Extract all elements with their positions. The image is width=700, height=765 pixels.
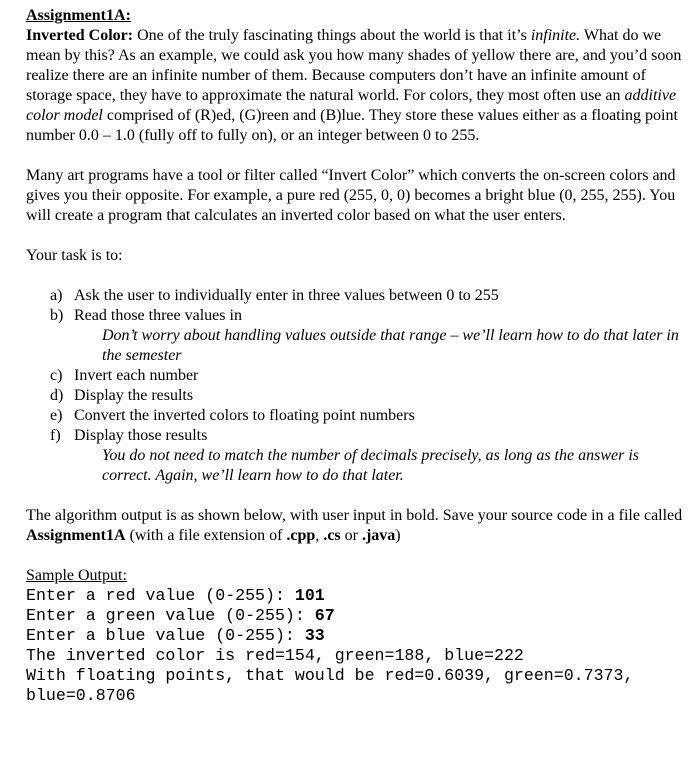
intro-text-1: One of the truly fascinating things about the world is that it’s — [133, 27, 531, 44]
task-marker: a) — [50, 287, 63, 304]
intro-emphasis-infinite: infinite. — [530, 27, 581, 44]
output-text-3: ) — [395, 527, 401, 544]
task-text: Read those three values in — [74, 307, 242, 324]
spacer — [26, 546, 690, 566]
task-marker: f) — [50, 427, 61, 444]
task-item — [26, 426, 690, 446]
invert-color-paragraph: Many art programs have a tool or filter called “Invert Color” which converts the on-screen colors and gives you their opposite. For example, a pure red (255, 0, 0) becomes a bright blue (0, 255, 255). You will create a program that calculates an inverted color based on what the user enters. — [26, 167, 676, 224]
sample-output-heading: Sample Output: — [26, 567, 127, 584]
output-separator: or — [340, 527, 362, 544]
console-user-input: 101 — [294, 586, 325, 605]
task-b-note: Don’t worry about handling values outside that range – we’ll learn how to do that later in the semester — [102, 327, 679, 364]
spacer — [26, 486, 690, 506]
output-instructions — [26, 506, 690, 546]
output-filename: Assignment1A — [26, 527, 126, 544]
console-prompt: Enter a blue value (0-255): — [26, 626, 305, 645]
spacer — [26, 226, 690, 246]
output-separator: , — [315, 527, 324, 544]
console-line — [26, 586, 690, 606]
inverted-color-label: Inverted Color: — [26, 27, 134, 44]
task-marker: d) — [50, 387, 64, 404]
task-intro: Your task is to: — [26, 247, 123, 264]
spacer — [26, 146, 690, 166]
sample-output-console — [26, 586, 690, 706]
task-item — [26, 406, 690, 426]
intro-emphasis-additive: additive color model — [26, 87, 677, 124]
extension-cpp: .cpp — [286, 527, 316, 544]
task-item — [26, 366, 690, 386]
task-list-continued — [26, 366, 690, 446]
task-list — [26, 286, 690, 326]
console-prompt: Enter a red value (0-255): — [26, 586, 295, 605]
task-text: Invert each number — [74, 367, 199, 384]
intro-text-2: What do we mean by this? As an example, we could ask you how many shades of yellow there are, and you’d soon realize there are an infinite number of them. Because computers don’t have an infinite amount of storage space, they have to approximate the natural world. For colors, they most often use an — [26, 27, 682, 104]
task-f-note: You do not need to match the number of decimals precisely, as long as the answer is correct. Again, we’ll learn how to do that later. — [102, 447, 639, 484]
task-text: Ask the user to individually enter in three values between 0 to 255 — [74, 287, 499, 304]
extension-java: .java — [361, 527, 396, 544]
console-line — [26, 626, 690, 646]
console-line: With floating points, that would be red=0.6039, green=0.7373, — [26, 666, 634, 685]
task-item — [26, 306, 690, 326]
task-text: Display the results — [74, 387, 194, 404]
console-user-input: 33 — [304, 626, 325, 645]
console-line — [26, 606, 690, 626]
task-text: Display those results — [74, 427, 208, 444]
console-line: blue=0.8706 — [26, 686, 136, 705]
console-user-input: 67 — [314, 606, 335, 625]
intro-text-3: comprised of (R)ed, (G)reen and (B)lue. They store these values either as a floating point number 0.0 – 1.0 (fully off to fully on), or an integer between 0 to 255. — [26, 107, 678, 144]
task-item — [26, 386, 690, 406]
task-text: Convert the inverted colors to floating point numbers — [74, 407, 415, 424]
task-item — [26, 286, 690, 306]
task-marker: c) — [50, 367, 63, 384]
assignment-document — [26, 6, 690, 706]
intro-paragraph — [26, 26, 690, 146]
assignment-title: Assignment1A: — [26, 7, 131, 24]
extension-cs: .cs — [323, 527, 341, 544]
console-prompt: Enter a green value (0-255): — [26, 606, 315, 625]
task-marker: b) — [50, 307, 64, 324]
output-text-2: (with a file extension of — [125, 527, 287, 544]
spacer — [26, 266, 690, 286]
task-marker: e) — [50, 407, 63, 424]
console-line: The inverted color is red=154, green=188, blue=222 — [26, 646, 524, 665]
output-text-1: The algorithm output is as shown below, with user input in bold. Save your source code in a file called — [26, 507, 683, 524]
